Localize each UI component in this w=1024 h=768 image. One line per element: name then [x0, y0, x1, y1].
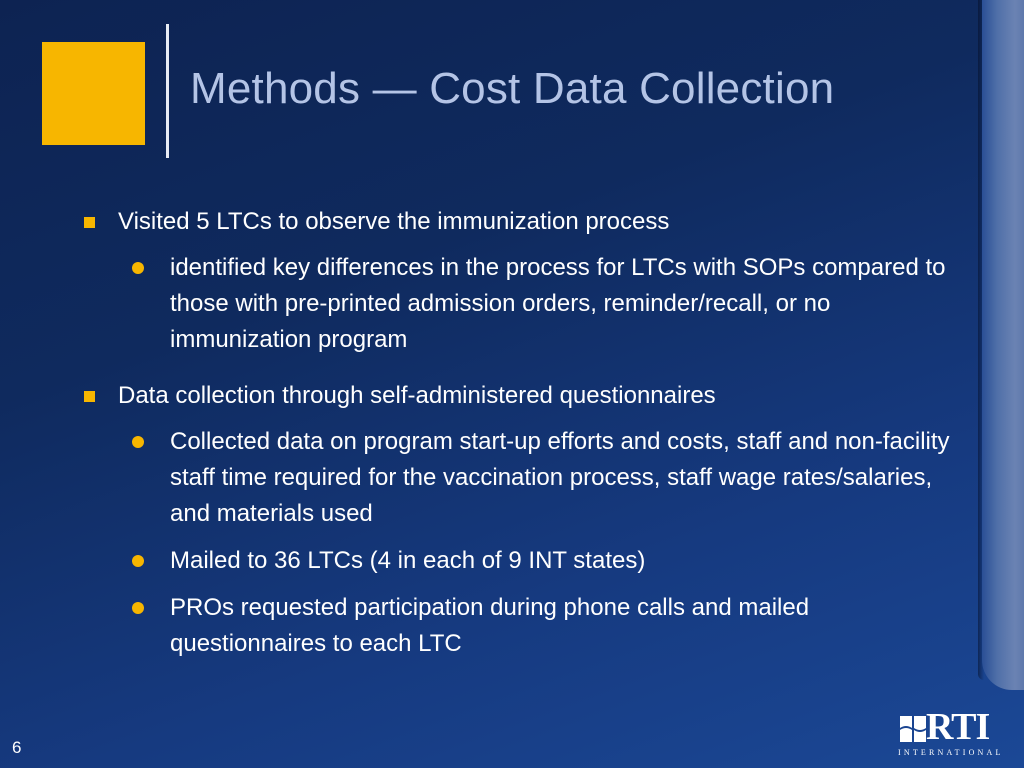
- bullet-text: Visited 5 LTCs to observe the immunization process: [118, 208, 670, 235]
- square-bullet-icon: [84, 391, 95, 402]
- bullet-item: [118, 204, 938, 240]
- sub-bullet-text: identified key differences in the process for LTCs with SOPs compared to those with pre-printed admission orders, reminder/recall, or no immunization program: [170, 254, 946, 353]
- rti-emblem-icon: [898, 712, 928, 744]
- bullet-text: Data collection through self-administered questionnaires: [118, 382, 716, 409]
- accent-square: [42, 42, 145, 145]
- title-divider: [166, 24, 169, 158]
- round-bullet-icon: [132, 262, 144, 274]
- page-number: 6: [12, 738, 22, 757]
- right-decorative-band: [982, 0, 1024, 690]
- rti-logo-subtitle: INTERNATIONAL: [898, 748, 1004, 757]
- sub-bullet-text: Mailed to 36 LTCs (4 in each of 9 INT states): [170, 547, 646, 574]
- sub-bullet-item: [170, 424, 950, 532]
- sub-bullet-text: PROs requested participation during phone calls and mailed questionnaires to each LTC: [170, 594, 810, 657]
- sub-bullet-item: [170, 250, 950, 358]
- round-bullet-icon: [132, 555, 144, 567]
- slide-title: Methods — Cost Data Collection: [190, 64, 835, 113]
- square-bullet-icon: [84, 217, 95, 228]
- rti-logo: [896, 706, 1016, 762]
- round-bullet-icon: [132, 602, 144, 614]
- sub-bullet-item: [170, 590, 950, 662]
- rti-logo-text: RTI: [926, 706, 990, 748]
- sub-bullet-item: [170, 543, 950, 579]
- bullet-item: [118, 378, 938, 414]
- sub-bullet-text: Collected data on program start-up efforts and costs, staff and non-facility staff time required for the vaccination process, staff wage rates/salaries, and materials used: [170, 428, 950, 527]
- round-bullet-icon: [132, 436, 144, 448]
